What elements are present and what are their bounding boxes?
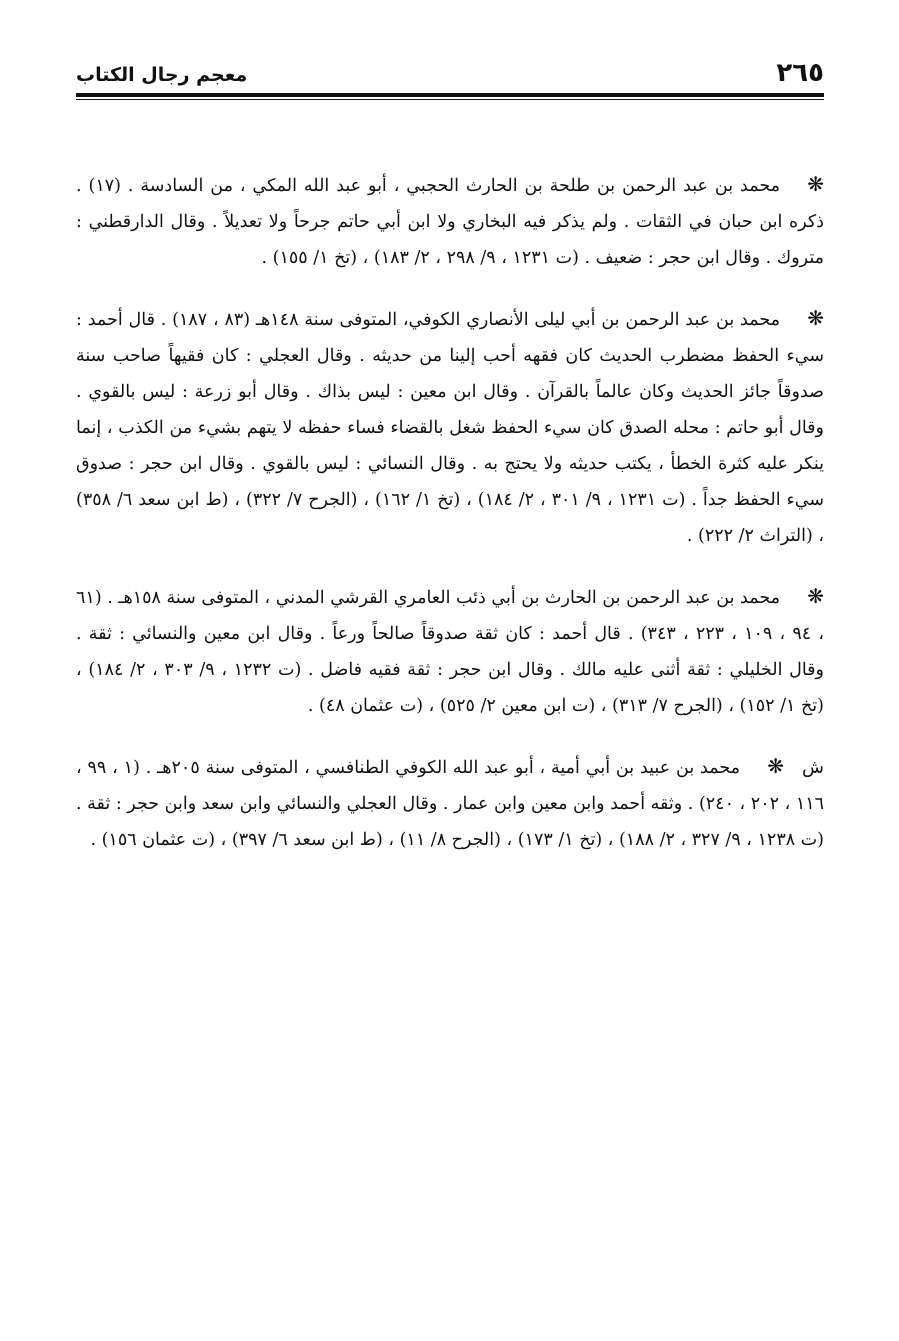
- running-head: [76, 52, 824, 90]
- entry-text: محمد بن عبد الرحمن بن أبي ليلى الأنصاري الكوفي، المتوفى سنة ١٤٨هـ (٨٣ ، ١٨٧) . قال أحمد : سيء الحفظ مضطرب الحديث كان فقهه أحب إلينا من حديثه . وقال العجلي : كان فقيهاً صاحب سنة صدوقاً جائز الحديث وكان عالماً بالقرآن . وقال ابن معين : ليس بذاك . وقال أبو زرعة : ليس بالقوي . وقال أبو حاتم : محله الصدق كان سيء الحفظ شغل بالقضاء فساء حفظه لا يتهم بشيء من الكذب ، إنما ينكر عليه كثرة الخطأ ، يكتب حديثه ولا يحتج به . وقال النسائي : ليس بالقوي . وقال ابن حجر : صدوق سيء الحفظ جداً . (ت ١٢٣١ ، ٩/ ٣٠١ ، ٢/ ١٨٤) ، (تخ ١/ ١٦٢) ، (الجرح ٧/ ٣٢٢) ، (ط ابن سعد ٦/ ٣٥٨) ، (التراث ٢/ ٢٢٢) .: [76, 310, 825, 546]
- entry-asterisk-icon: ❋: [807, 584, 824, 608]
- header-rule-thin: [76, 99, 824, 100]
- entry-ibn-ubayd: [76, 748, 824, 858]
- entry-ibn-talha: [76, 166, 824, 276]
- entries: [76, 166, 824, 858]
- book-page: [76, 52, 824, 882]
- entry-asterisk-icon: ❋: [767, 754, 785, 778]
- entry-text: محمد بن عبيد بن أبي أمية ، أبو عبد الله الكوفي الطنافسي ، المتوفى سنة ٢٠٥هـ . (١ ، ٩٩ ، ١١٦ ، ٢٠٢ ، ٢٤٠) . وثقه أحمد وابن معين وابن عمار . وقال العجلي والنسائي وابن سعد وابن حجر : ثقة . (ت ١٢٣٨ ، ٩/ ٣٢٧ ، ٢/ ١٨٨) ، (تخ ١/ ١٧٣) ، (الجرح ٨/ ١١) ، (ط ابن سعد ٦/ ٣٩٧) ، (ت عثمان ١٥٦) .: [76, 758, 825, 850]
- entry-ibn-abi-layla: [76, 300, 824, 554]
- entry-asterisk-icon: ❋: [807, 172, 825, 196]
- page-number: ٢٦٥: [776, 58, 824, 88]
- entry-asterisk-icon: ❋: [807, 306, 824, 330]
- entry-text: محمد بن عبد الرحمن بن طلحة بن الحارث الحجبي ، أبو عبد الله المكي ، من السادسة . (١٧) . ذكره ابن حبان في الثقات . ولم يذكر فيه البخاري ولا ابن أبي حاتم جرحاً ولا تعديلاً . وقال الدارقطني : متروك . وقال ابن حجر : ضعيف . (ت ١٢٣١ ، ٩/ ٢٩٨ ، ٢/ ١٨٣) ، (تخ ١/ ١٥٥) .: [76, 176, 824, 268]
- book-title: معجم رجال الكتاب: [76, 64, 248, 86]
- entry-ibn-abi-dhib: [76, 578, 824, 724]
- entry-source-code: ش: [802, 757, 824, 778]
- entry-text: محمد بن عبد الرحمن بن الحارث بن أبي ذئب العامري القرشي المدني ، المتوفى سنة ١٥٨هـ . (٦١ ، ٩٤ ، ١٠٩ ، ٢٢٣ ، ٣٤٣) . قال أحمد : كان ثقة صدوقاً صالحاً ورعاً . وقال ابن معين والنسائي : ثقة . وقال الخليلي : ثقة أثنى عليه مالك . وقال ابن حجر : ثقة فقيه فاضل . (ت ١٢٣٢ ، ٩/ ٣٠٣ ، ٢/ ١٨٤) ، (تخ ١/ ١٥٢) ، (الجرح ٧/ ٣١٣) ، (ت ابن معين ٢/ ٥٢٥) ، (ت عثمان ٤٨) .: [76, 588, 825, 716]
- header-rule-thick: [76, 93, 824, 97]
